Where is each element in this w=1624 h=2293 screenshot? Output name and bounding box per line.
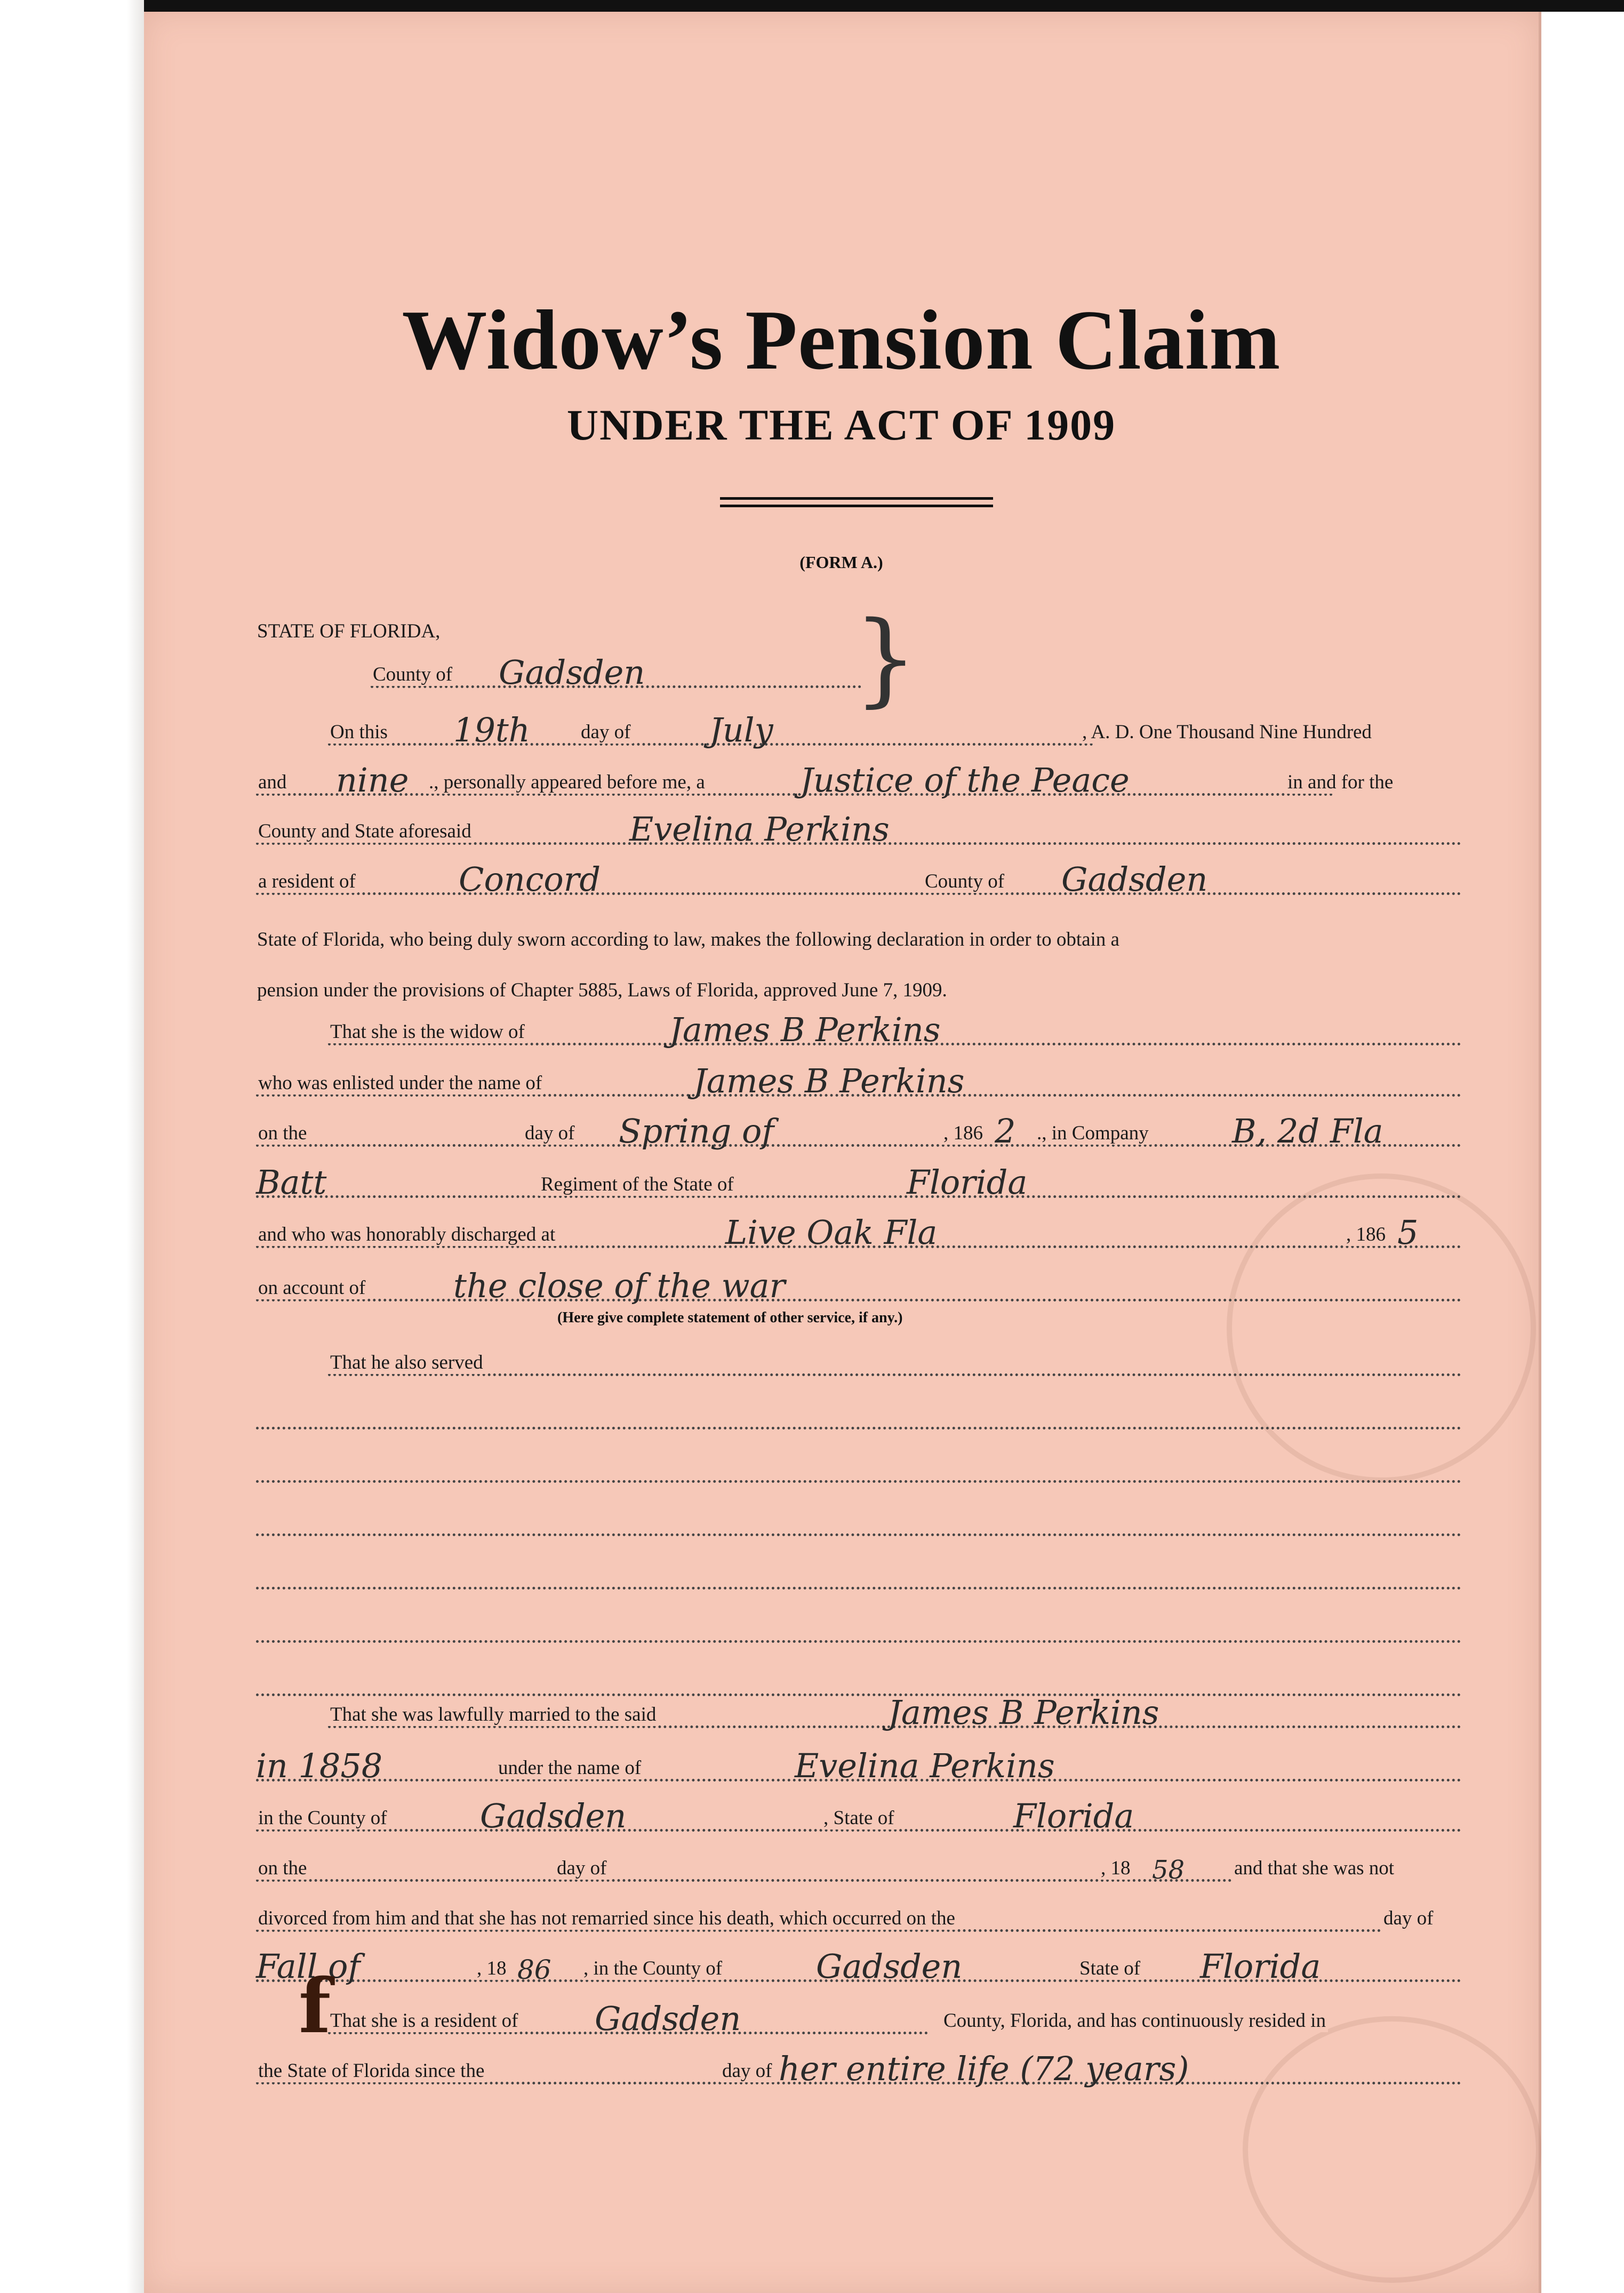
dotted-line	[256, 1693, 1461, 1696]
handwritten-death-month: Fall of	[256, 1947, 361, 1986]
form-line-regiment	[256, 1163, 1461, 1203]
blank-line	[256, 1403, 1461, 1435]
label: That she was lawfully married to the said	[328, 1703, 658, 1726]
handwritten-resident-county: Gadsden	[595, 1999, 741, 2038]
form-line-company	[256, 1112, 1461, 1152]
handwritten-county: Gadsden	[1061, 860, 1208, 899]
label: and who was honorably discharged at	[256, 1223, 557, 1246]
handwritten-husband: James B Perkins	[669, 1010, 941, 1049]
ink-mark: f	[299, 1963, 331, 2050]
label: on account of	[256, 1276, 367, 1299]
handwritten-death-state: Florida	[1200, 1947, 1321, 1986]
label: Regiment of the State of	[539, 1173, 736, 1196]
label: On this	[328, 721, 390, 744]
handwritten-year: nine	[336, 761, 409, 800]
blank-line	[256, 1669, 1461, 1701]
label: County of	[923, 870, 1006, 893]
handwritten-married-husband: James B Perkins	[888, 1693, 1159, 1732]
label: the State of Florida since the	[256, 2059, 486, 2082]
title-rule	[720, 505, 993, 507]
label: on the	[256, 1122, 309, 1145]
label: ., personally appeared before me, a	[427, 771, 707, 794]
label: in the County of	[256, 1807, 389, 1829]
dotted-line	[256, 1299, 1461, 1301]
dotted-line	[256, 1427, 1461, 1429]
declaration-text: State of Florida, who being duly sworn according to law, makes the following declaration in order to obtain a	[257, 929, 1119, 950]
dotted-line	[256, 1195, 1461, 1198]
dotted-line	[256, 1533, 1461, 1536]
label: , 18	[1099, 1857, 1133, 1880]
state-label: STATE OF FLORIDA,	[257, 620, 441, 642]
paper-edge	[1539, 12, 1541, 2293]
handwritten-maiden-name: Evelina Perkins	[795, 1746, 1055, 1785]
label: and	[256, 771, 289, 794]
form-line-also-served	[328, 1349, 1461, 1381]
dotted-line	[256, 1879, 1232, 1882]
label: County, Florida, and has continuously resided in	[941, 2009, 1328, 2032]
label: and that she was not	[1232, 1857, 1396, 1880]
handwritten-day: 19th	[453, 710, 530, 749]
dotted-line	[256, 1587, 1461, 1589]
venue-brace: }	[853, 600, 918, 717]
blank-line	[256, 1563, 1461, 1595]
label: That he also served	[328, 1351, 485, 1374]
label: That she is the widow of	[328, 1020, 527, 1043]
form-line-death	[256, 1947, 1461, 1987]
label: , in the County of	[581, 1957, 724, 1980]
dotted-line	[328, 1373, 1461, 1376]
handwritten-enlist-year: 2	[995, 1112, 1016, 1151]
form-line-widow	[328, 1010, 1461, 1051]
county-label: County of	[371, 663, 454, 686]
county-value: Gadsden	[499, 653, 645, 692]
dotted-line	[256, 1640, 1461, 1643]
label: ., in Company	[1035, 1122, 1151, 1145]
handwritten-death-county: Gadsden	[816, 1947, 963, 1986]
form-line-divorce	[256, 1905, 1461, 1937]
title-rule	[720, 497, 993, 500]
blank-line	[256, 1509, 1461, 1541]
handwritten-enlisted-name: James B Perkins	[693, 1061, 965, 1100]
label: County and State aforesaid	[256, 820, 474, 843]
declaration-text: pension under the provisions of Chapter 5885, Laws of Florida, approved June 7, 1909.	[257, 979, 947, 1001]
handwritten-since: her entire life (72 years)	[779, 2049, 1189, 2088]
handwritten-account: the close of the war	[453, 1266, 786, 1305]
form-line-marriage-date	[256, 1855, 1461, 1887]
label: day of	[1381, 1907, 1436, 1930]
label: divorced from him and that she has not remarried since his death, which occurred on the	[256, 1907, 957, 1930]
blank-line	[256, 1616, 1461, 1648]
handwritten-married-county: Gadsden	[480, 1796, 627, 1835]
handwritten-discharge-place: Live Oak Fla	[725, 1213, 938, 1252]
scan-left-margin	[0, 0, 144, 2293]
handwritten-discharge-year: 5	[1397, 1213, 1419, 1252]
form-line-marriage-place	[256, 1796, 1461, 1837]
document-title: Widow’s Pension Claim	[402, 292, 1281, 387]
label: day of	[523, 1122, 577, 1145]
form-line-discharge	[256, 1213, 1461, 1253]
handwritten-regiment-state: Florida	[907, 1163, 1028, 1202]
label: , State of	[821, 1807, 897, 1829]
label: in and for the	[1285, 771, 1395, 794]
label: on the	[256, 1857, 309, 1880]
form-line-maiden	[256, 1746, 1461, 1787]
faded-seal	[1227, 1173, 1536, 1483]
label: , 18	[475, 1957, 509, 1980]
handwritten-month: July	[709, 710, 773, 749]
venue-county-line	[371, 653, 861, 693]
label: , A. D. One Thousand Nine Hundred	[1080, 721, 1374, 744]
label: , 186	[1344, 1223, 1388, 1246]
form-label: (FORM A.)	[799, 553, 883, 572]
handwritten-claimant: Evelina Perkins	[629, 810, 890, 849]
dotted-line	[256, 892, 1461, 895]
handwritten-residence: Concord	[459, 860, 601, 899]
label: day of	[555, 1857, 609, 1880]
scan-top-border	[0, 0, 1624, 12]
form-line-date	[328, 710, 1461, 751]
form-line-resident	[328, 1999, 1461, 2040]
label: day of	[720, 2059, 774, 2082]
document-subtitle: UNDER THE ACT OF 1909	[566, 401, 1116, 449]
handwritten-married-year: in 1858	[256, 1746, 383, 1785]
dotted-line	[256, 793, 1333, 796]
label: who was enlisted under the name of	[256, 1072, 544, 1094]
handwritten-married-state: Florida	[1013, 1796, 1134, 1835]
form-line-account	[256, 1266, 1461, 1307]
label: day of	[579, 721, 633, 744]
dotted-line	[256, 1480, 1461, 1483]
label: , 186	[941, 1122, 985, 1145]
other-service-note: (Here give complete statement of other service, if any.)	[557, 1309, 903, 1326]
handwritten-batt: Batt	[256, 1163, 327, 1202]
handwritten-officer: Justice of the Peace	[800, 761, 1130, 800]
blank-line	[256, 1456, 1461, 1488]
label: a resident of	[256, 870, 358, 893]
handwritten-married-year-digits: 58	[1152, 1855, 1185, 1885]
form-line-married	[328, 1693, 1461, 1733]
handwritten-death-year: 86	[517, 1954, 551, 1985]
form-line-enlisted	[256, 1061, 1461, 1102]
label: under the name of	[496, 1756, 643, 1779]
label: State of	[1077, 1957, 1142, 1980]
label: That she is a resident of	[328, 2009, 520, 2032]
handwritten-enlist-month: Spring of	[619, 1112, 774, 1151]
form-line-residence	[256, 860, 1461, 900]
form-line-since	[256, 2049, 1461, 2090]
handwritten-company: B, 2d Fla	[1232, 1112, 1383, 1151]
form-line-officer	[256, 761, 1461, 801]
faded-seal	[1243, 2016, 1541, 2283]
form-line-claimant	[256, 810, 1461, 850]
